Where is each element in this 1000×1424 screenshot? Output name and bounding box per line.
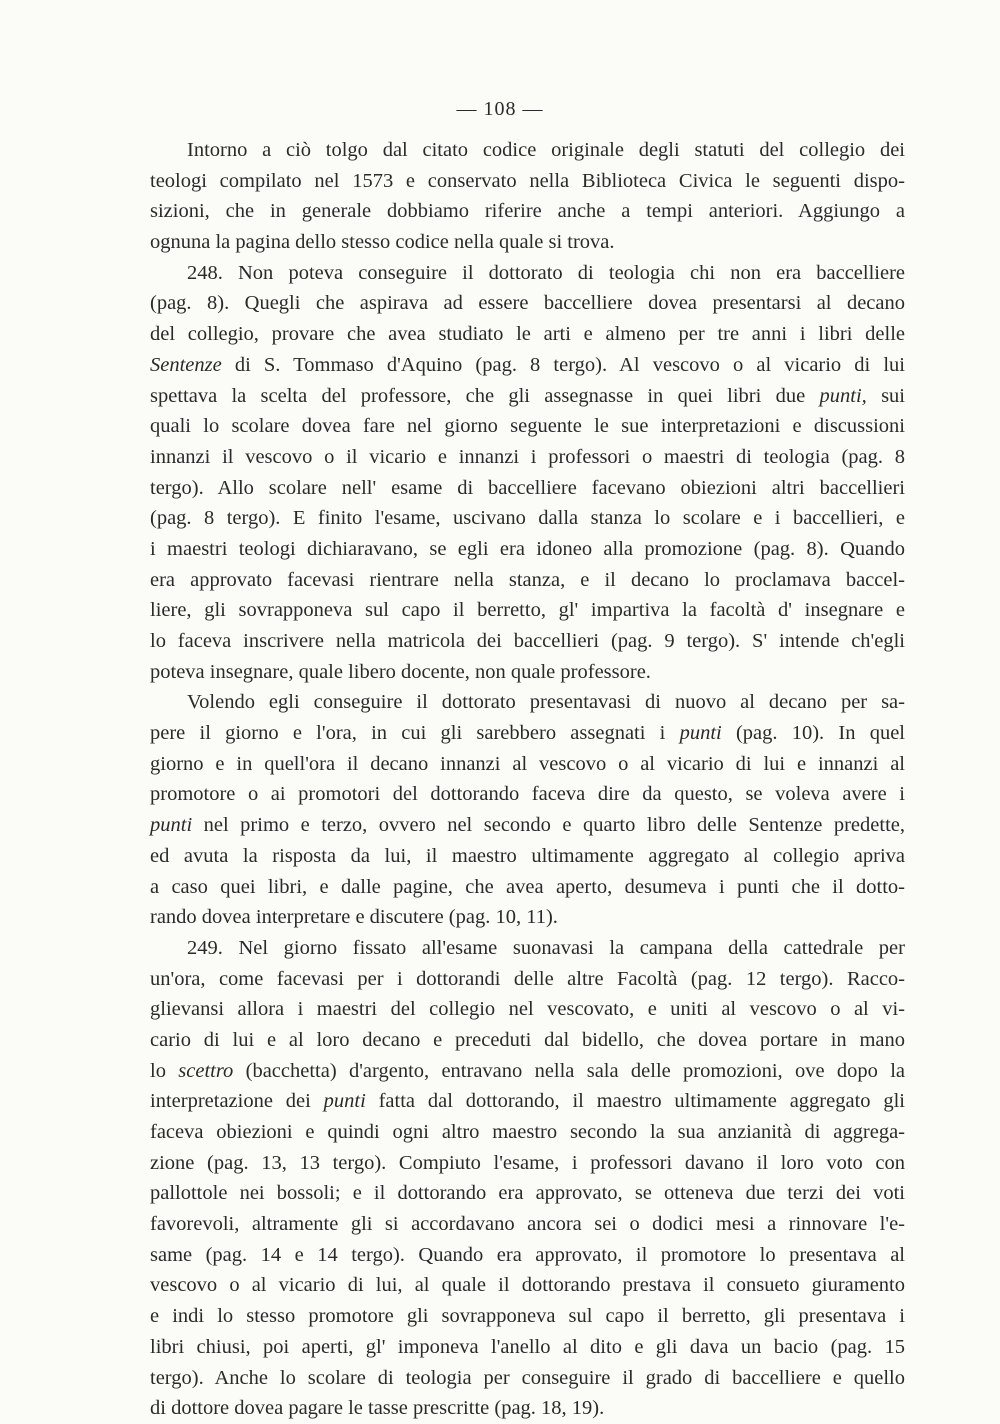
text-line xyxy=(150,1393,905,1424)
text-segment: sui xyxy=(866,384,905,407)
text-segment: (pag. 8). Quegli che aspirava ad essere baccelliere dovea presentarsi al decano xyxy=(150,292,905,315)
text-line xyxy=(150,442,905,473)
text-line xyxy=(150,258,905,289)
text-segment: e indi lo stesso promotore gli sovrapponeva sul capo il berretto, gli presentava i xyxy=(150,1305,905,1328)
text-line xyxy=(150,319,905,350)
text-segment: Volendo egli conseguire il dottorato presentavasi di nuovo al decano per sa- xyxy=(187,691,905,714)
text-segment: libri chiusi, poi aperti, gl' imponeva l'anello al dito e gli dava un bacio (pag. 15 xyxy=(150,1335,905,1358)
text-segment: ed avuta la risposta da lui, il maestro ultimamente aggregato al collegio apriva xyxy=(150,844,905,867)
text-line xyxy=(150,1086,905,1117)
text-line xyxy=(150,749,905,780)
text-segment: di S. Tommaso d'Aquino (pag. 8 tergo). Al vescovo o al vicario di lui xyxy=(221,353,905,376)
text-line xyxy=(150,1301,905,1332)
text-segment: fatta dal dottorando, il maestro ultimamente aggregato gli xyxy=(365,1090,905,1113)
text-line xyxy=(150,841,905,872)
text-segment: cario di lui e al loro decano e preceduti dal bidello, che dovea portare in mano xyxy=(150,1028,905,1051)
text-line xyxy=(150,1117,905,1148)
text-segment: di dottore dovea pagare le tasse prescritte (pag. 18, 19). xyxy=(150,1397,605,1420)
text-segment: teologi compilato nel 1573 e conservato nella Biblioteca Civica le seguenti dispo- xyxy=(150,169,905,192)
text-segment: sizioni, che in generale dobbiamo riferire anche a tempi anteriori. Aggiungo a xyxy=(150,200,905,223)
text-line xyxy=(150,1270,905,1301)
text-line xyxy=(150,964,905,995)
text-segment: i maestri teologi dichiaravano, se egli era idoneo alla promozione (pag. 8). Quando xyxy=(150,537,905,560)
text-segment: same (pag. 14 e 14 tergo). Quando era approvato, il promotore lo presentava al xyxy=(150,1243,905,1266)
text-segment: pallottole nei bossoli; e il dottorando era approvato, se otteneva due terzi dei voti xyxy=(150,1182,905,1205)
text-segment: zione (pag. 13, 13 tergo). Compiuto l'esame, i professori davano il loro voto con xyxy=(150,1151,905,1174)
text-line xyxy=(150,350,905,381)
text-segment: (pag. 8 tergo). E finito l'esame, uscivano dalla stanza lo scolare e i baccellieri, e xyxy=(150,507,905,530)
text-segment: (pag. 10). In quel xyxy=(721,722,905,745)
text-line xyxy=(150,166,905,197)
text-line xyxy=(150,196,905,227)
body-text xyxy=(150,135,905,1424)
text-line xyxy=(150,718,905,749)
text-segment: glievansi allora i maestri del collegio nel vescovato, e uniti al vescovo o al vi- xyxy=(150,998,905,1021)
text-line xyxy=(150,657,905,688)
text-segment: liere, gli sovrapponeva sul capo il berretto, gl' impartiva la facoltà d' insegnare e xyxy=(150,599,905,622)
italic-text: punti xyxy=(323,1090,366,1113)
italic-text: punti xyxy=(150,814,193,837)
italic-text: punti, xyxy=(819,384,867,407)
text-line xyxy=(150,872,905,903)
text-line xyxy=(150,810,905,841)
text-segment: promotore o ai promotori del dottorando faceva dire da questo, se voleva avere i xyxy=(150,783,905,806)
text-segment: poteva insegnare, quale libero docente, non quale professore. xyxy=(150,660,651,683)
text-line xyxy=(150,411,905,442)
text-line xyxy=(150,565,905,596)
text-line xyxy=(150,1209,905,1240)
text-segment: ognuna la pagina dello stesso codice nella quale si trova. xyxy=(150,231,615,254)
text-segment: nel primo e terzo, ovvero nel secondo e quarto libro delle Sentenze predette, xyxy=(192,814,905,837)
text-line xyxy=(150,1332,905,1363)
italic-text: Sentenze xyxy=(150,353,222,376)
text-line xyxy=(150,381,905,412)
text-segment: quali lo scolare dovea fare nel giorno seguente le sue interpretazioni e discussioni xyxy=(150,415,905,438)
text-segment: del collegio, provare che avea studiato le arti e almeno per tre anni i libri delle xyxy=(150,323,905,346)
text-segment: spettava la scelta del professore, che gli assegnasse in quei libri due xyxy=(150,384,820,407)
text-line xyxy=(150,1363,905,1394)
text-segment: era approvato facevasi rientrare nella stanza, e il decano lo proclamava baccel- xyxy=(150,568,905,591)
text-segment: giorno e in quell'ora il decano innanzi al vescovo o al vicario di lui e innanzi al xyxy=(150,752,905,775)
text-segment: interpretazione dei xyxy=(150,1090,324,1113)
text-line xyxy=(150,779,905,810)
text-line xyxy=(150,595,905,626)
text-segment: lo faceva inscrivere nella matricola dei baccellieri (pag. 9 tergo). S' intende ch'egli xyxy=(150,630,905,652)
text-segment: a caso quei libri, e dalle pagine, che avea aperto, desumeva i punti che il dotto- xyxy=(150,875,905,898)
text-segment: rando dovea interpretare e discutere (pag. 10, 11). xyxy=(150,906,558,929)
text-line xyxy=(150,473,905,504)
text-line xyxy=(150,994,905,1025)
text-line xyxy=(150,135,905,166)
text-line xyxy=(150,534,905,565)
text-line xyxy=(150,1148,905,1179)
text-line xyxy=(150,626,905,657)
text-line xyxy=(150,1240,905,1271)
text-segment: tergo). Anche lo scolare di teologia per conseguire il grado di baccelliere e quello xyxy=(150,1366,905,1389)
text-segment: innanzi il vescovo o il vicario e innanzi i professori o maestri di teologia (pag. 8 xyxy=(150,445,905,468)
text-segment: vescovo o al vicario di lui, al quale il dottorando prestava il consueto giuramento xyxy=(150,1274,905,1297)
page-number: — 108 — xyxy=(456,98,544,120)
text-line xyxy=(150,288,905,319)
text-segment: 249. Nel giorno fissato all'esame suonavasi la campana della cattedrale per xyxy=(187,936,905,959)
text-segment: 248. Non poteva conseguire il dottorato di teologia chi non era baccelliere xyxy=(187,261,905,284)
text-line xyxy=(150,1056,905,1087)
text-line xyxy=(150,1025,905,1056)
text-segment: lo xyxy=(150,1059,179,1082)
text-segment: pere il giorno e l'ora, in cui gli sarebbero assegnati i xyxy=(150,722,680,745)
text-line xyxy=(150,687,905,718)
text-segment: favorevoli, altramente gli si accordavano ancora sei o dodici mesi a rinnovare l'e- xyxy=(150,1213,905,1236)
text-line xyxy=(150,1178,905,1209)
italic-text: scettro xyxy=(178,1059,234,1082)
text-line xyxy=(150,902,905,933)
text-segment: tergo). Allo scolare nell' esame di baccelliere facevano obiezioni altri baccellieri xyxy=(150,476,905,499)
text-segment: Intorno a ciò tolgo dal citato codice originale degli statuti del collegio dei xyxy=(187,139,905,161)
text-line xyxy=(150,503,905,534)
text-segment: faceva obiezioni e quindi ogni altro maestro secondo la sua anzianità di aggrega- xyxy=(150,1121,905,1143)
italic-text: punti xyxy=(679,722,722,745)
text-line xyxy=(150,227,905,258)
text-segment: (bacchetta) d'argento, entravano nella sala delle promozioni, ove dopo la xyxy=(233,1059,906,1082)
text-line xyxy=(150,933,905,964)
text-segment: un'ora, come facevasi per i dottorandi delle altre Facoltà (pag. 12 tergo). Racco- xyxy=(150,967,905,990)
